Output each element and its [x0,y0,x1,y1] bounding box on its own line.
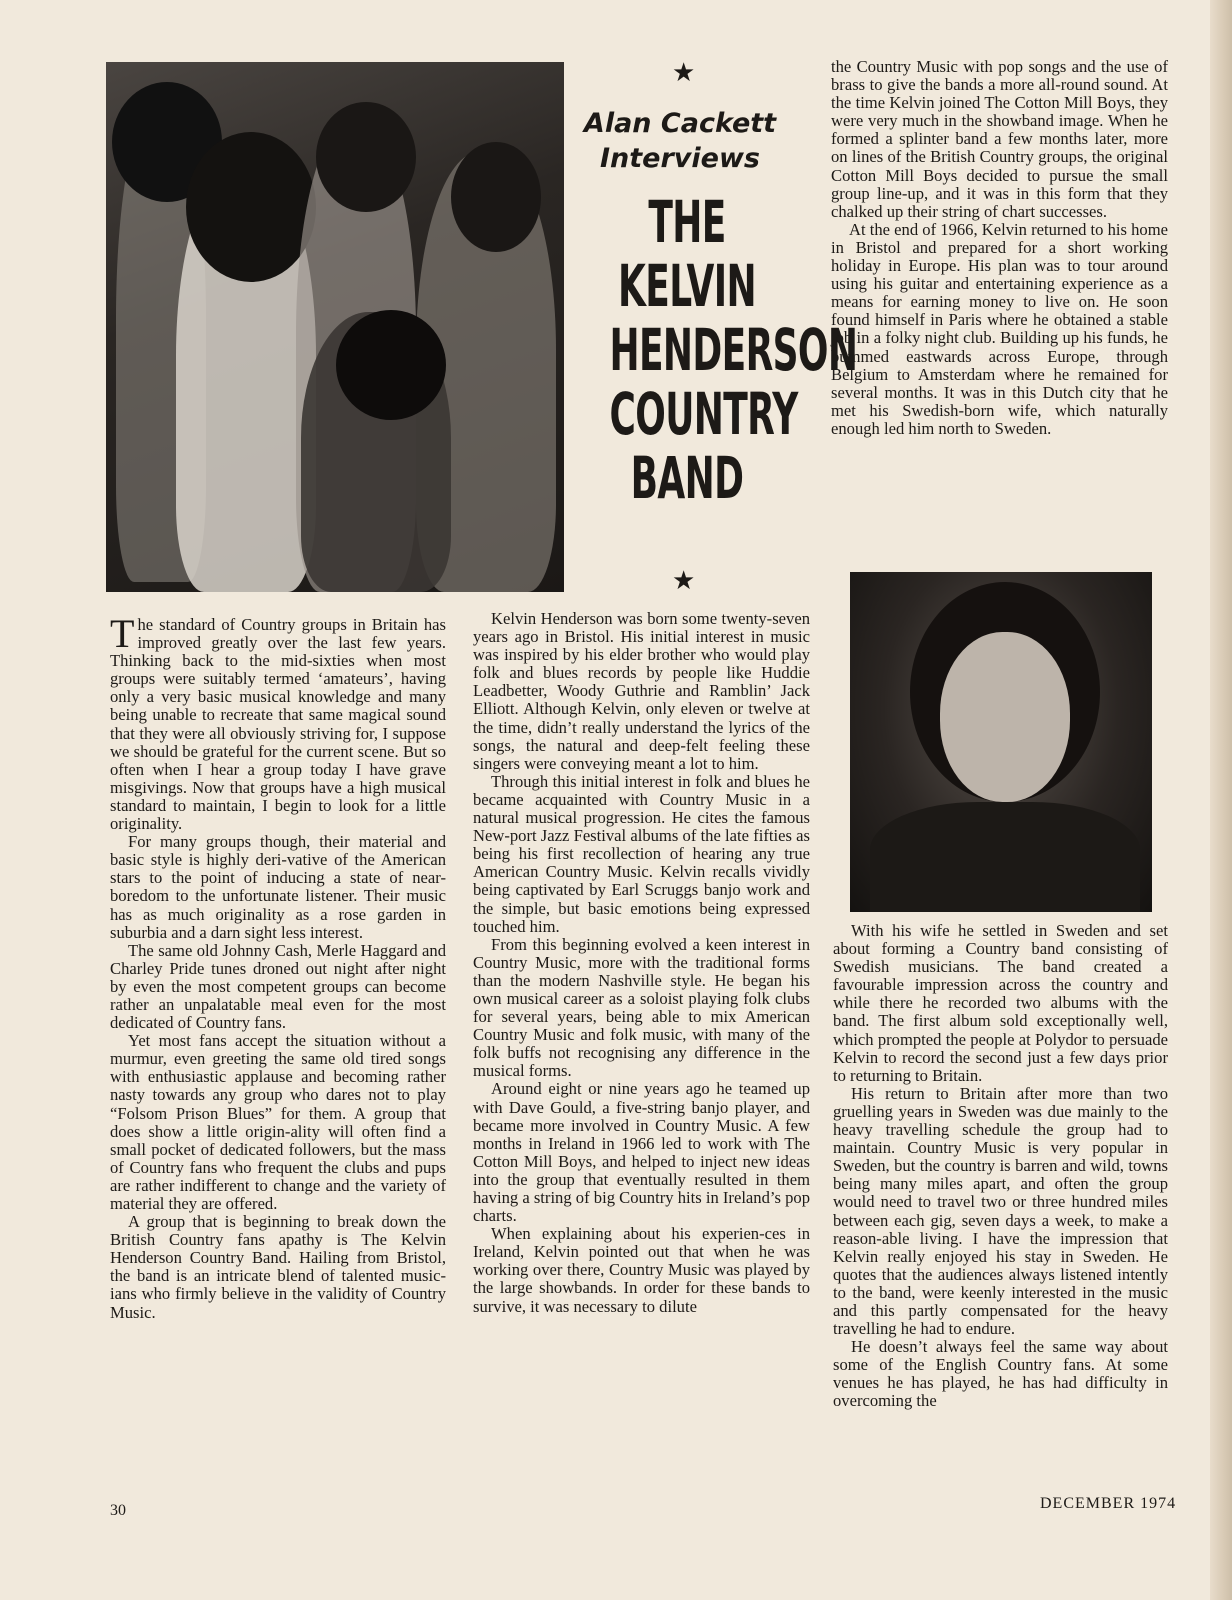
page-number: 30 [110,1502,126,1519]
article-headline [609,188,858,512]
paragraph: Around eight or nine years ago he teamed up with Dave Gould, a five-string banjo player, and became more involved in Country Music. A few months in Ireland in 1966 led to work with The Cotton Mill Boys, and helped to inject new ideas into the group that eventually resulted in them having a string of big Country hits in Ireland’s pop charts. [473,1079,810,1226]
byline-label: Interviews [600,143,760,174]
paragraph: From this beginning evolved a keen interest in Country Music, more with the traditional forms than the modern Nashville style. He began his own musical career as a soloist playing folk clubs for several years, being able to mix American Country Music and folk music, with many of the folk buffs not recognising any difference in the musical forms. [473,934,810,1081]
paragraph: Through this initial interest in folk and blues he became acquainted with Country Music in a natural musical progression. He cites the famous New-port Jazz Festival albums of the late fifties as being his first recollection of hearing any true American Country Music. Kelvin recalls vividly being captivated by Earl Scruggs banjo work and the simple, but basic emotions being expressed touched him. [473,771,810,936]
band-photo [106,62,564,592]
paragraph: Kelvin Henderson was born some twenty-seven years ago in Bristol. His initial interest in music was inspired by his elder brother who would play folk and blues records by people like Huddie Leadbetter, Woody Guthrie and Ramblin’ Jack Elliott. Although Kelvin, only eleven or twelve at the time, didn’t really understand the lyrics of the songs, the natural and deep-felt feeling these singers were conveying meant a lot to him. [473,609,810,773]
column-middle [473,610,810,1316]
paragraph: At the end of 1966, Kelvin returned to his home in Bristol and prepared for a short working holiday in Europe. His plan was to tour around using his guitar and entertaining experience as a means for earning money to live on. He soon found himself in Paris where he obtained a stable job in a folky night club. Building up his funds, he bummed eastwards across Europe, through Belgium to Amsterdam where he remained for several months. It was in this Dutch city that he met his Swedish-born wife, which naturally enough led him north to Sweden. [831,219,1168,438]
paragraph: With his wife he settled in Sweden and set about forming a Country band consisting of Swedish musicians. The band created a favourable impression across the country and while there he recorded two albums with the band. The first album sold exceptionally well, which prompted the people at Polydor to persuade Kelvin to record the second just a few days prior to returning to Britain. [833,921,1168,1085]
headline-line: BAND [630,444,744,512]
paragraph: The same old Johnny Cash, Merle Haggard and Charley Pride tunes droned out night after night by even the most competent groups can become rather an unpalatable meal even for the most dedicated of Country fans. [110,940,446,1033]
headline-line: KELVIN [618,252,756,320]
headline-line: HENDERSON [609,316,858,384]
paragraph: Yet most fans accept the situation without a murmur, even greeting the same old tired songs with enthusiastic applause and becoming rather nasty towards any group who dares not to play “Folsom Prison Blues” for them. A group that does show a little origin-ality will often find a small pocket of dedicated followers, but the mass of Country fans who frequent the clubs and pups are rather indifferent to change and the variety of material they are offered. [110,1031,446,1213]
paragraph: He doesn’t always feel the same way about some of the English Country fans. At some venues he has played, he has had difficulty in overcoming the [833,1337,1168,1411]
byline [575,106,785,176]
paragraph: The standard of Country groups in Britain has improved greatly over the last few years. Thinking back to the mid-sixties when most groups were suitably termed ‘amateurs’, having only a very basic musical knowledge and many being unable to recreate that same magical sound that they were all obviously striving for, I suppose we should be grateful for the current scene. But so often when I hear a group today I have grave misgivings. Now that groups have a high musical standard to maintain, I begin to look for a little originality. [110,611,446,834]
byline-author: Alan Cackett [583,108,777,139]
star-ornament-bottom: ★ [672,566,696,596]
paragraph: the Country Music with pop songs and the use of brass to give the bands a more all-round sound. At the time Kelvin joined The Cotton Mill Boys, they were very much in the showband image. When he formed a splinter band a few months later, more on lines of the British Country groups, the original Cotton Mill Boys decided to pursue the small group line-up, and it was in this form that they chalked up their string of chart successes. [831,57,1168,221]
headline-line: THE [648,188,726,256]
star-ornament-top: ★ [672,58,696,88]
column-right-bottom [833,922,1168,1411]
drop-cap: T [110,611,135,656]
column-right-top [831,58,1168,438]
paragraph: His return to Britain after more than two gruelling years in Sweden was due mainly to the heavy travelling schedule the group had to maintain. Country Music is very popular in Sweden, but the country is barren and wild, towns being many miles apart, and often the group would need to travel two or three hundred miles between each gig, seven days a week, to make a reason-able living. I have the impression that Kelvin really enjoyed his stay in Sweden. He quotes that the audiences always listened intently to the band, were keenly interested in the music and this partly compensated for the heavy travelling he had to endure. [833,1083,1168,1339]
paragraph: A group that is beginning to break down the British Country fans apathy is The Kelvin Henderson Country Band. Hailing from Bristol, the band is an intricate blend of talented music-ians who firmly believe in the validity of Country Music. [110,1212,446,1322]
headline-line: COUNTRY [609,380,798,448]
column-left [110,611,446,1322]
kelvin-portrait-photo [850,572,1152,912]
paragraph: When explaining about his experien-ces in Ireland, Kelvin pointed out that when he was working over there, Country Music was played by the large showbands. In order for these bands to survive, it was necessary to dilute [473,1224,810,1316]
issue-date: DECEMBER 1974 [1040,1495,1177,1512]
page-edge [1210,0,1232,1600]
paragraph: For many groups though, their material and basic style is highly deri-vative of the American stars to the point of inducing a state of near-boredom to the unfortunate listener. Their music has as much originality as a rose garden in suburbia and a darn sight less interest. [110,832,446,942]
